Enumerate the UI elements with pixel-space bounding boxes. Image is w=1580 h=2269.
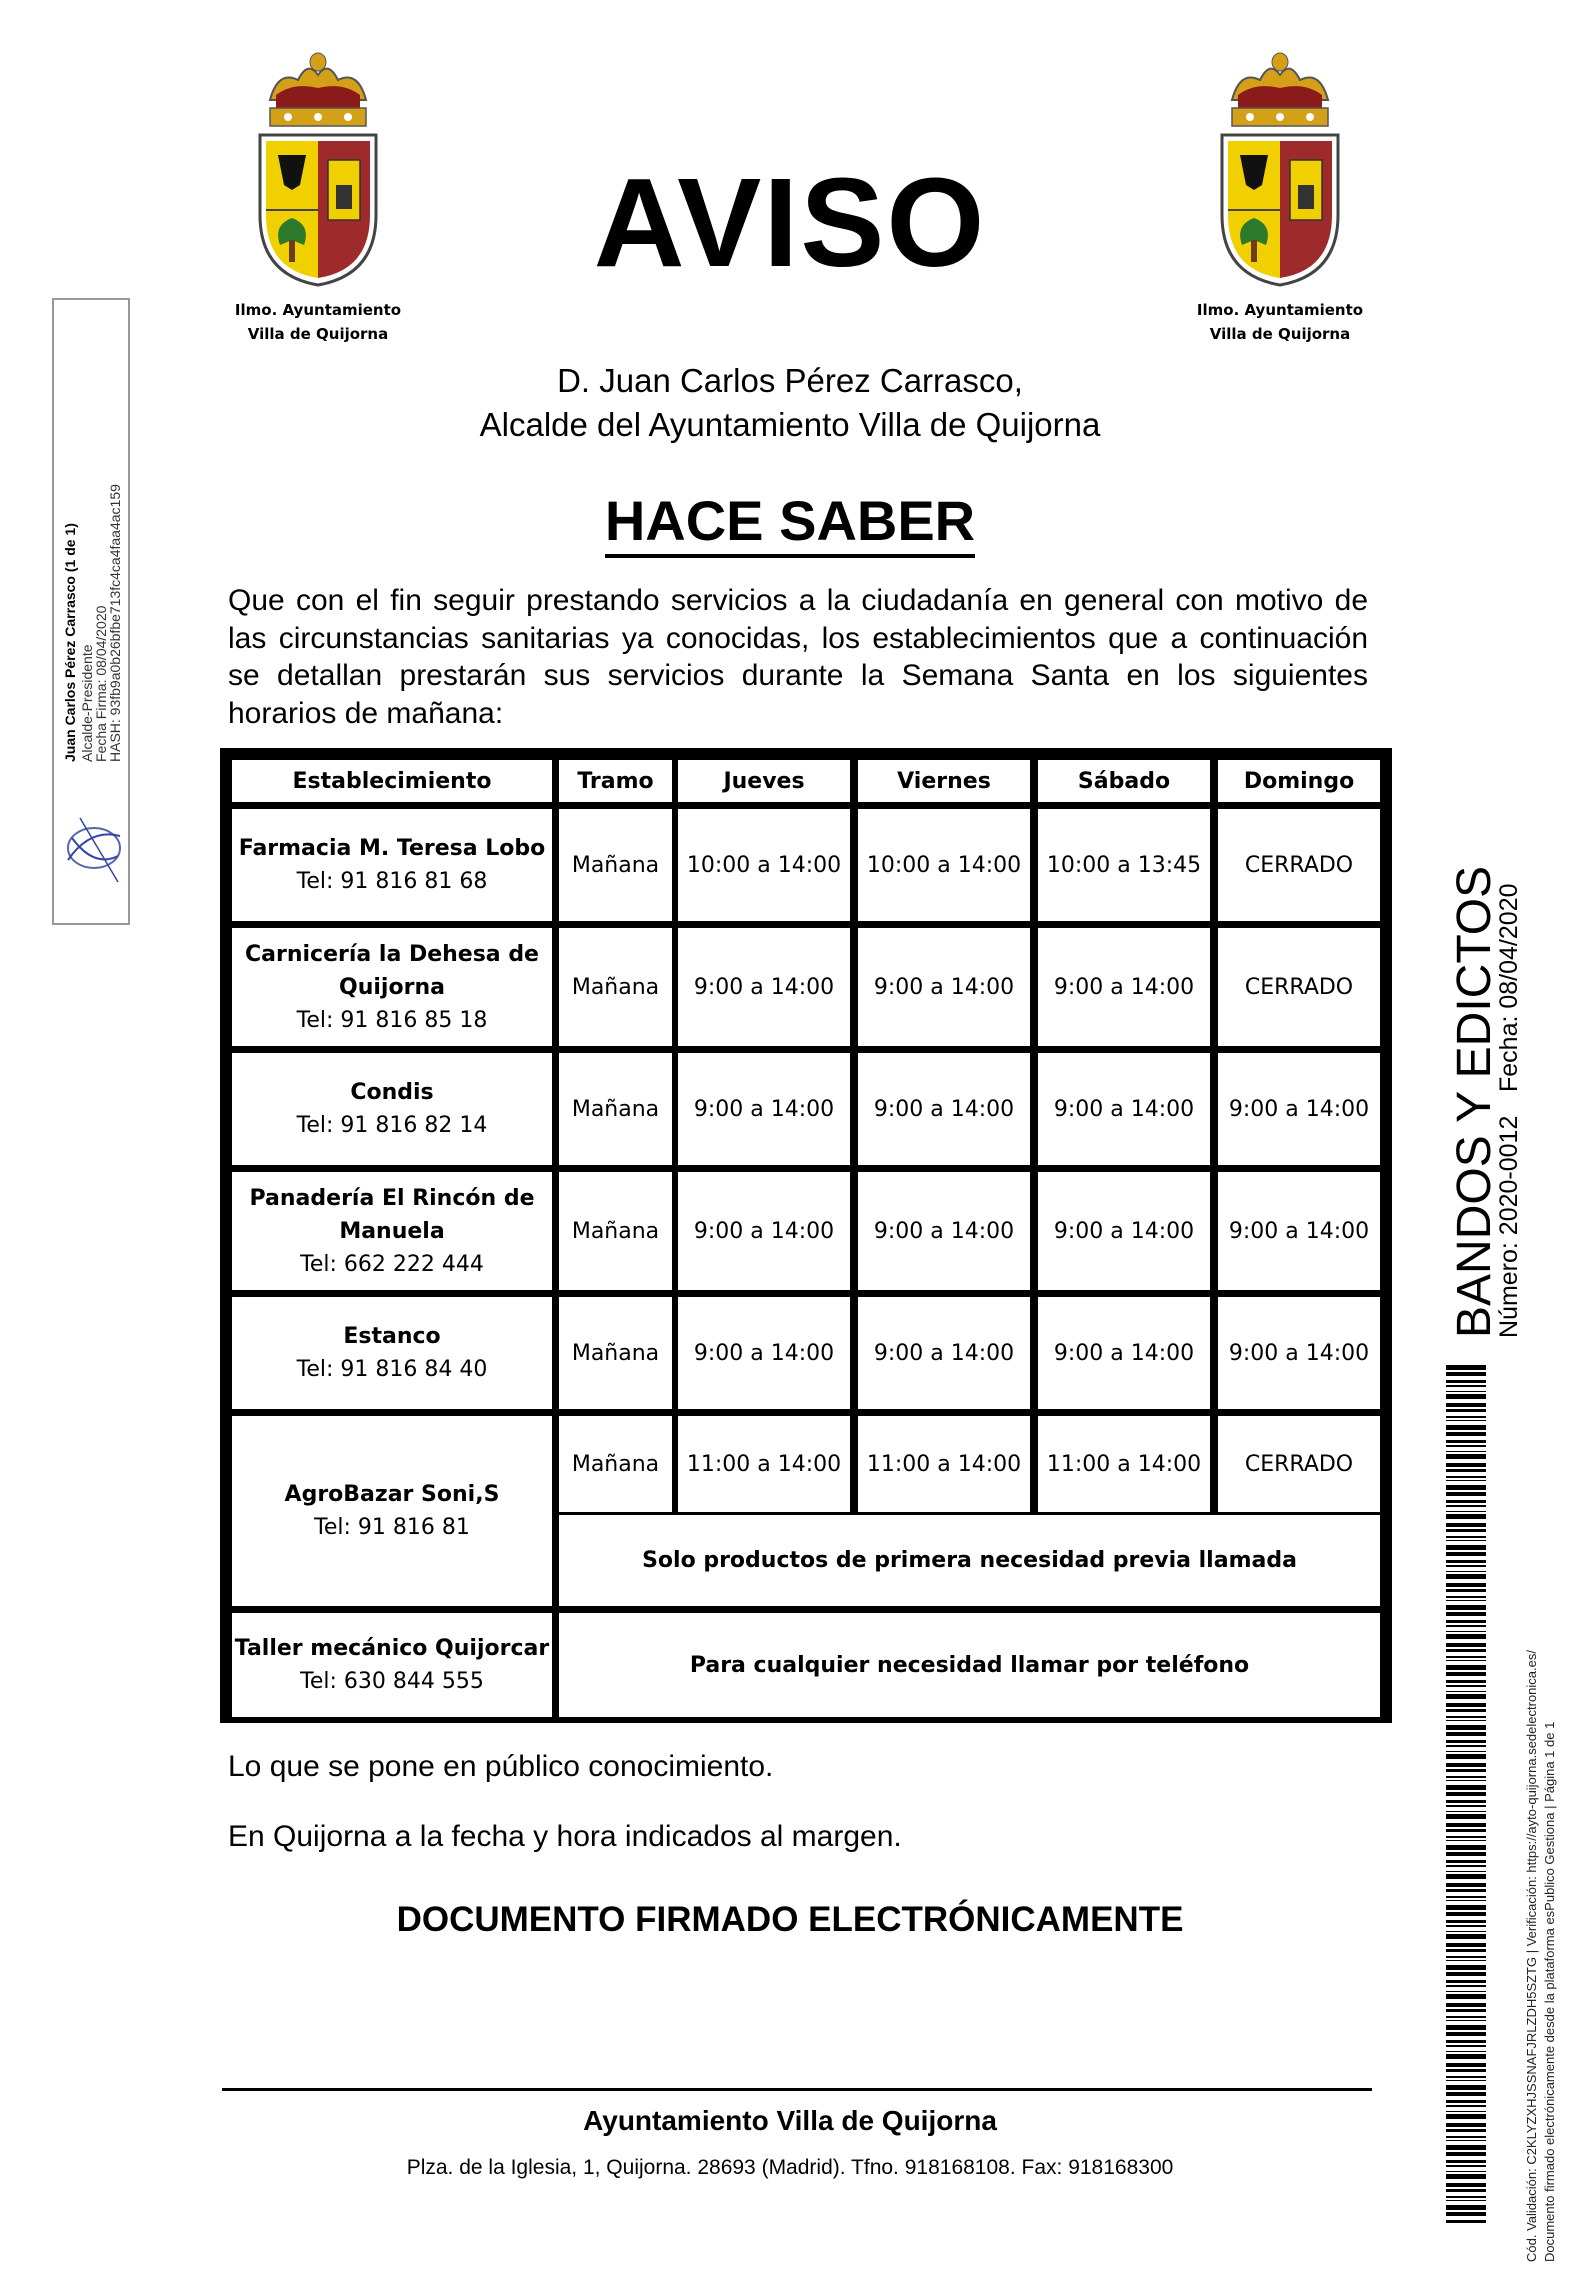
footer-divider [222,2088,1372,2091]
hours-cell: 9:00 a 14:00 [678,1172,850,1290]
hours-cell: 9:00 a 14:00 [1218,1053,1380,1165]
tramo-cell: Mañana [559,1172,672,1290]
registry-fecha: Fecha: 08/04/2020 [1495,883,1523,1092]
tramo-cell: Mañana [559,1053,672,1165]
hours-cell: CERRADO [1218,1416,1380,1512]
header-tramo: Tramo [559,760,672,802]
closing-line-1: Lo que se pone en público conocimiento. [228,1750,774,1783]
establishment-cell: AgroBazar Soni,S Tel: 91 816 81 [232,1416,552,1606]
hours-cell: 9:00 a 14:00 [678,928,850,1046]
tramo-cell: Mañana [559,1416,672,1512]
signed-notice: DOCUMENTO FIRMADO ELECTRÓNICAMENTE [396,1900,1184,1939]
hours-cell: 9:00 a 14:00 [1038,1053,1210,1165]
establishment-cell: Taller mecánico Quijorcar Tel: 630 844 555 [232,1613,552,1717]
establishment-cell: Estanco Tel: 91 816 84 40 [232,1297,552,1409]
tramo-cell: Mañana [559,809,672,921]
header-viernes: Viernes [858,760,1030,802]
hours-cell: 9:00 a 14:00 [1218,1297,1380,1409]
note-cell: Solo productos de primera necesidad previa llamada [559,1515,1380,1606]
header-domingo: Domingo [1218,760,1380,802]
signature-seal-icon [60,808,128,888]
registry-numero: Número: 2020-0012 [1495,1115,1523,1338]
establishment-cell: Carnicería la Dehesa de Quijorna Tel: 91 816 85 18 [232,928,552,1046]
signer-role: Alcalde-Presidente [79,644,95,762]
hours-cell: 9:00 a 14:00 [858,1172,1030,1290]
header-jueves: Jueves [678,760,850,802]
hours-cell: CERRADO [1218,809,1380,921]
mayor-title: Alcalde del Ayuntamiento Villa de Quijorna [479,406,1101,443]
hours-cell: 9:00 a 14:00 [1218,1172,1380,1290]
footer-org: Ayuntamiento Villa de Quijorna [583,2105,997,2136]
validation-code: Cód. Validación: C2KLYZXHJSSNAFJRLZDH5SZTG | Verificación: https://ayto-quijorna.sedelectronica.es/ [1524,1650,1539,2262]
establishment-cell: Panadería El Rincón de Manuela Tel: 662 222 444 [232,1172,552,1290]
hours-cell: 9:00 a 14:00 [1038,1172,1210,1290]
hours-cell: 9:00 a 14:00 [858,928,1030,1046]
hours-cell: 11:00 a 14:00 [858,1416,1030,1512]
hace-saber-heading: HACE SABER [0,488,1580,553]
intro-paragraph: Que con el fin seguir prestando servicios a la ciudadanía en general con motivo de las circunstancias sanitarias ya conocidas, los establecimientos que a continuación se detallan prestarán sus servicios durante la Semana Santa en los siguientes horarios de mañana: [228,584,1368,730]
hours-cell: 9:00 a 14:00 [1038,1297,1210,1409]
header-sabado: Sábado [1038,760,1210,802]
signer-name: Juan Carlos Pérez Carrasco (1 de 1) [62,523,78,762]
page-title: AVISO [593,152,987,293]
hours-cell: 9:00 a 14:00 [858,1297,1030,1409]
signature-hash: HASH: 93fb9a0b26bfbe713fc4ca4faa4ac159 [107,484,123,762]
hours-cell: 9:00 a 14:00 [678,1053,850,1165]
hours-cell: 10:00 a 14:00 [678,809,850,921]
hours-cell: CERRADO [1218,928,1380,1046]
hours-cell: 9:00 a 14:00 [858,1053,1030,1165]
establishment-cell: Condis Tel: 91 816 82 14 [232,1053,552,1165]
hours-cell: 9:00 a 14:00 [678,1297,850,1409]
crest-caption: Ilmo. Ayuntamiento Villa de Quijorna [1196,301,1364,343]
establishment-cell: Farmacia M. Teresa Lobo Tel: 91 816 81 68 [232,809,552,921]
tramo-cell: Mañana [559,1297,672,1409]
platform-notice: Documento firmado electrónicamente desde la plataforma esPublico Gestiona | Página 1 de 1 [1542,1721,1557,2262]
hours-cell: 9:00 a 14:00 [1038,928,1210,1046]
crest-caption: Ilmo. Ayuntamiento Villa de Quijorna [234,301,402,343]
hours-cell: 10:00 a 14:00 [858,809,1030,921]
closing-line-2: En Quijorna a la fecha y hora indicados al margen. [228,1820,902,1853]
note-cell: Para cualquier necesidad llamar por teléfono [559,1613,1380,1717]
schedule-table [220,748,1392,1723]
signature-date: Fecha Firma: 08/04/2020 [93,605,109,762]
header-establecimiento: Establecimiento [232,760,552,802]
registry-bandos: BANDOS Y EDICTOS [1448,865,1501,1338]
barcode-icon [1446,1365,1486,2223]
signature-box [52,298,130,925]
tramo-cell: Mañana [559,928,672,1046]
hours-cell: 10:00 a 13:45 [1038,809,1210,921]
hours-cell: 11:00 a 14:00 [678,1416,850,1512]
mayor-name: D. Juan Carlos Pérez Carrasco, [557,362,1023,399]
footer-address: Plza. de la Iglesia, 1, Quijorna. 28693 (Madrid). Tfno. 918168108. Fax: 918168300 [406,2156,1174,2179]
hours-cell: 11:00 a 14:00 [1038,1416,1210,1512]
